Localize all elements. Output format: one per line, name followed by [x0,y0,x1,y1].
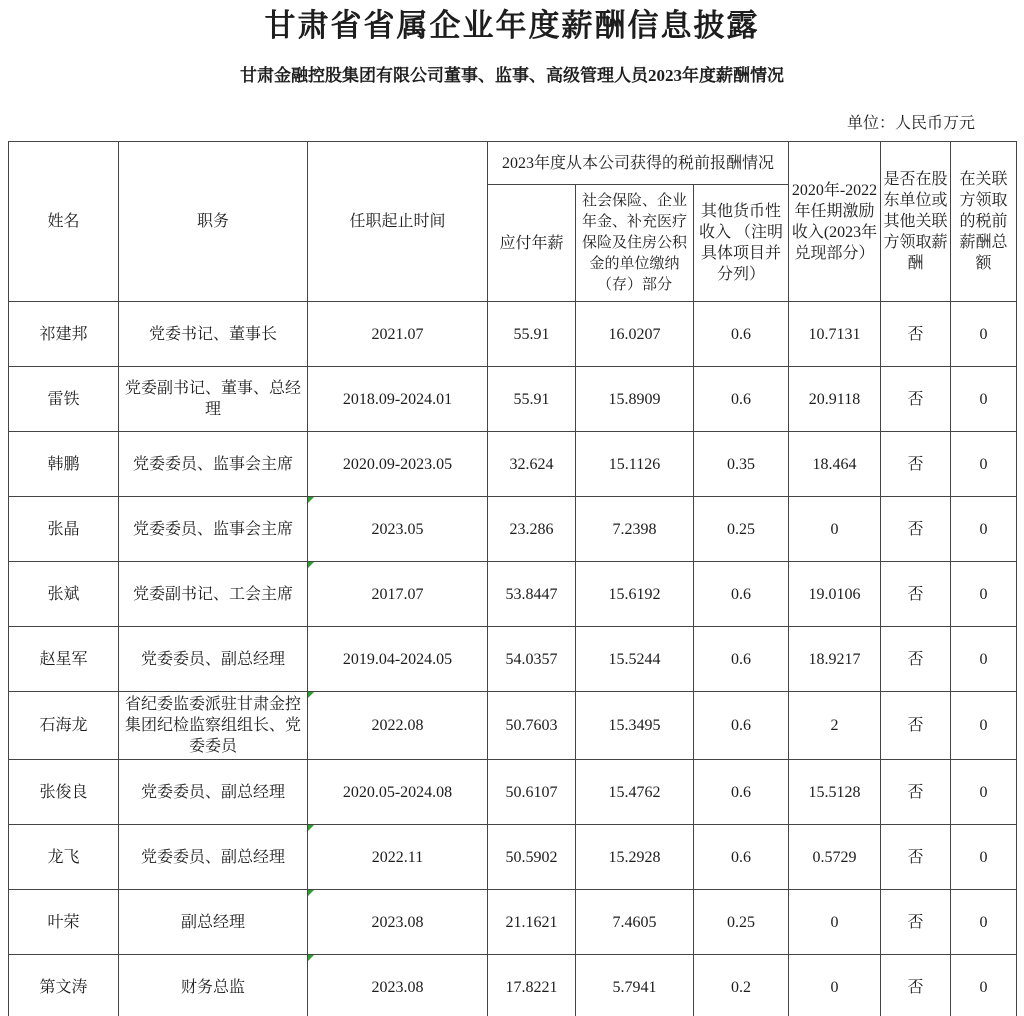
cell-related-flag: 否 [881,562,951,627]
cell-insurance: 5.7941 [576,955,694,1016]
cell-related-total: 0 [951,627,1017,692]
cell-annual-salary: 55.91 [488,367,576,432]
cell-related-flag: 否 [881,825,951,890]
cell-position: 党委委员、副总经理 [119,760,308,825]
cell-position: 党委委员、监事会主席 [119,497,308,562]
table-row [9,890,1017,955]
cell-related-flag: 否 [881,497,951,562]
cell-name: 雷铁 [9,367,119,432]
cell-other-income: 0.6 [694,760,789,825]
cell-tenure: 2023.05 [308,497,488,562]
cell-position: 党委书记、董事长 [119,302,308,367]
table-row [9,302,1017,367]
col-header-insurance: 社会保险、企业年金、补充医疗保险及住房公积金的单位缴纳（存）部分 [576,185,694,302]
cell-corner-marker-icon [308,955,314,961]
table-row [9,367,1017,432]
cell-tenure: 2022.11 [308,825,488,890]
cell-annual-salary: 23.286 [488,497,576,562]
cell-annual-salary: 21.1621 [488,890,576,955]
cell-position: 省纪委监委派驻甘肃金控集团纪检监察组组长、党委委员 [119,692,308,760]
cell-tenure: 2020.05-2024.08 [308,760,488,825]
cell-related-flag: 否 [881,302,951,367]
cell-other-income: 0.6 [694,562,789,627]
cell-other-income: 0.25 [694,497,789,562]
cell-insurance: 16.0207 [576,302,694,367]
cell-position: 财务总监 [119,955,308,1016]
table-row [9,955,1017,1016]
cell-name: 祁建邦 [9,302,119,367]
cell-other-income: 0.2 [694,955,789,1016]
table-row [9,432,1017,497]
cell-annual-salary: 32.624 [488,432,576,497]
cell-position: 党委副书记、工会主席 [119,562,308,627]
col-header-position: 职务 [119,142,308,302]
cell-corner-marker-icon [308,890,314,896]
col-header-term-incentive: 2020年-2022年任期激励收入(2023年兑现部分） [789,142,881,302]
cell-insurance: 7.2398 [576,497,694,562]
cell-corner-marker-icon [308,497,314,503]
salary-table [8,141,1017,1016]
cell-insurance: 15.2928 [576,825,694,890]
cell-insurance: 15.1126 [576,432,694,497]
cell-related-flag: 否 [881,432,951,497]
cell-other-income: 0.6 [694,367,789,432]
cell-tenure: 2017.07 [308,562,488,627]
cell-related-flag: 否 [881,890,951,955]
cell-tenure: 2019.04-2024.05 [308,627,488,692]
cell-other-income: 0.6 [694,692,789,760]
cell-position: 党委委员、副总经理 [119,825,308,890]
col-header-related-flag: 是否在股东单位或其他关联方领取薪酬 [881,142,951,302]
table-row [9,627,1017,692]
cell-related-flag: 否 [881,955,951,1016]
cell-name: 叶荣 [9,890,119,955]
table-row [9,562,1017,627]
cell-other-income: 0.6 [694,302,789,367]
cell-position: 党委委员、副总经理 [119,627,308,692]
cell-related-total: 0 [951,890,1017,955]
cell-annual-salary: 50.7603 [488,692,576,760]
col-header-name: 姓名 [9,142,119,302]
cell-annual-salary: 50.6107 [488,760,576,825]
cell-incentive: 0 [789,955,881,1016]
table-row [9,692,1017,760]
cell-name: 张晶 [9,497,119,562]
table-row [9,760,1017,825]
cell-related-total: 0 [951,302,1017,367]
table-row [9,497,1017,562]
cell-name: 赵星军 [9,627,119,692]
cell-related-flag: 否 [881,760,951,825]
cell-corner-marker-icon [308,825,314,831]
unit-note: 单位：人民币万元 [846,115,975,132]
cell-name: 第文涛 [9,955,119,1016]
cell-other-income: 0.6 [694,627,789,692]
cell-incentive: 10.7131 [789,302,881,367]
cell-annual-salary: 50.5902 [488,825,576,890]
cell-incentive: 0 [789,497,881,562]
header-row-top [9,142,1017,185]
col-header-related-total: 在关联方领取的税前薪酬总额 [951,142,1017,302]
cell-incentive: 15.5128 [789,760,881,825]
cell-annual-salary: 17.8221 [488,955,576,1016]
cell-related-total: 0 [951,497,1017,562]
cell-name: 韩鹏 [9,432,119,497]
cell-related-total: 0 [951,367,1017,432]
cell-annual-salary: 54.0357 [488,627,576,692]
cell-insurance: 15.6192 [576,562,694,627]
cell-incentive: 0 [789,890,881,955]
cell-position: 党委副书记、董事、总经理 [119,367,308,432]
cell-related-total: 0 [951,432,1017,497]
cell-position: 副总经理 [119,890,308,955]
cell-related-total: 0 [951,760,1017,825]
cell-related-flag: 否 [881,367,951,432]
col-header-other-income: 其他货币性收入 （注明具体项目并分列） [694,185,789,302]
cell-incentive: 18.464 [789,432,881,497]
cell-tenure: 2020.09-2023.05 [308,432,488,497]
cell-name: 张俊良 [9,760,119,825]
cell-position: 党委委员、监事会主席 [119,432,308,497]
cell-name: 龙飞 [9,825,119,890]
col-header-2023-pretax-group: 2023年度从本公司获得的税前报酬情况 [488,142,789,185]
col-header-tenure: 任职起止时间 [308,142,488,302]
cell-corner-marker-icon [308,692,314,698]
cell-related-total: 0 [951,825,1017,890]
cell-insurance: 7.4605 [576,890,694,955]
cell-tenure: 2023.08 [308,890,488,955]
cell-related-total: 0 [951,955,1017,1016]
cell-name: 张斌 [9,562,119,627]
cell-incentive: 0.5729 [789,825,881,890]
cell-related-flag: 否 [881,627,951,692]
cell-tenure: 2021.07 [308,302,488,367]
cell-insurance: 15.8909 [576,367,694,432]
cell-annual-salary: 53.8447 [488,562,576,627]
cell-tenure: 2023.08 [308,955,488,1016]
col-header-annual-salary: 应付年薪 [488,185,576,302]
table-row [9,825,1017,890]
cell-insurance: 15.4762 [576,760,694,825]
cell-corner-marker-icon [308,562,314,568]
cell-tenure: 2018.09-2024.01 [308,367,488,432]
cell-incentive: 18.9217 [789,627,881,692]
cell-related-total: 0 [951,562,1017,627]
cell-incentive: 2 [789,692,881,760]
page-subtitle: 甘肃金融控股集团有限公司董事、监事、高级管理人员2023年度薪酬情况 [240,66,784,85]
cell-related-total: 0 [951,692,1017,760]
page-title: 甘肃省省属企业年度薪酬信息披露 [264,8,760,43]
cell-incentive: 19.0106 [789,562,881,627]
cell-incentive: 20.9118 [789,367,881,432]
cell-tenure: 2022.08 [308,692,488,760]
cell-other-income: 0.35 [694,432,789,497]
cell-related-flag: 否 [881,692,951,760]
cell-insurance: 15.3495 [576,692,694,760]
table-body [9,302,1017,1016]
cell-other-income: 0.6 [694,825,789,890]
cell-name: 石海龙 [9,692,119,760]
cell-insurance: 15.5244 [576,627,694,692]
cell-other-income: 0.25 [694,890,789,955]
cell-annual-salary: 55.91 [488,302,576,367]
